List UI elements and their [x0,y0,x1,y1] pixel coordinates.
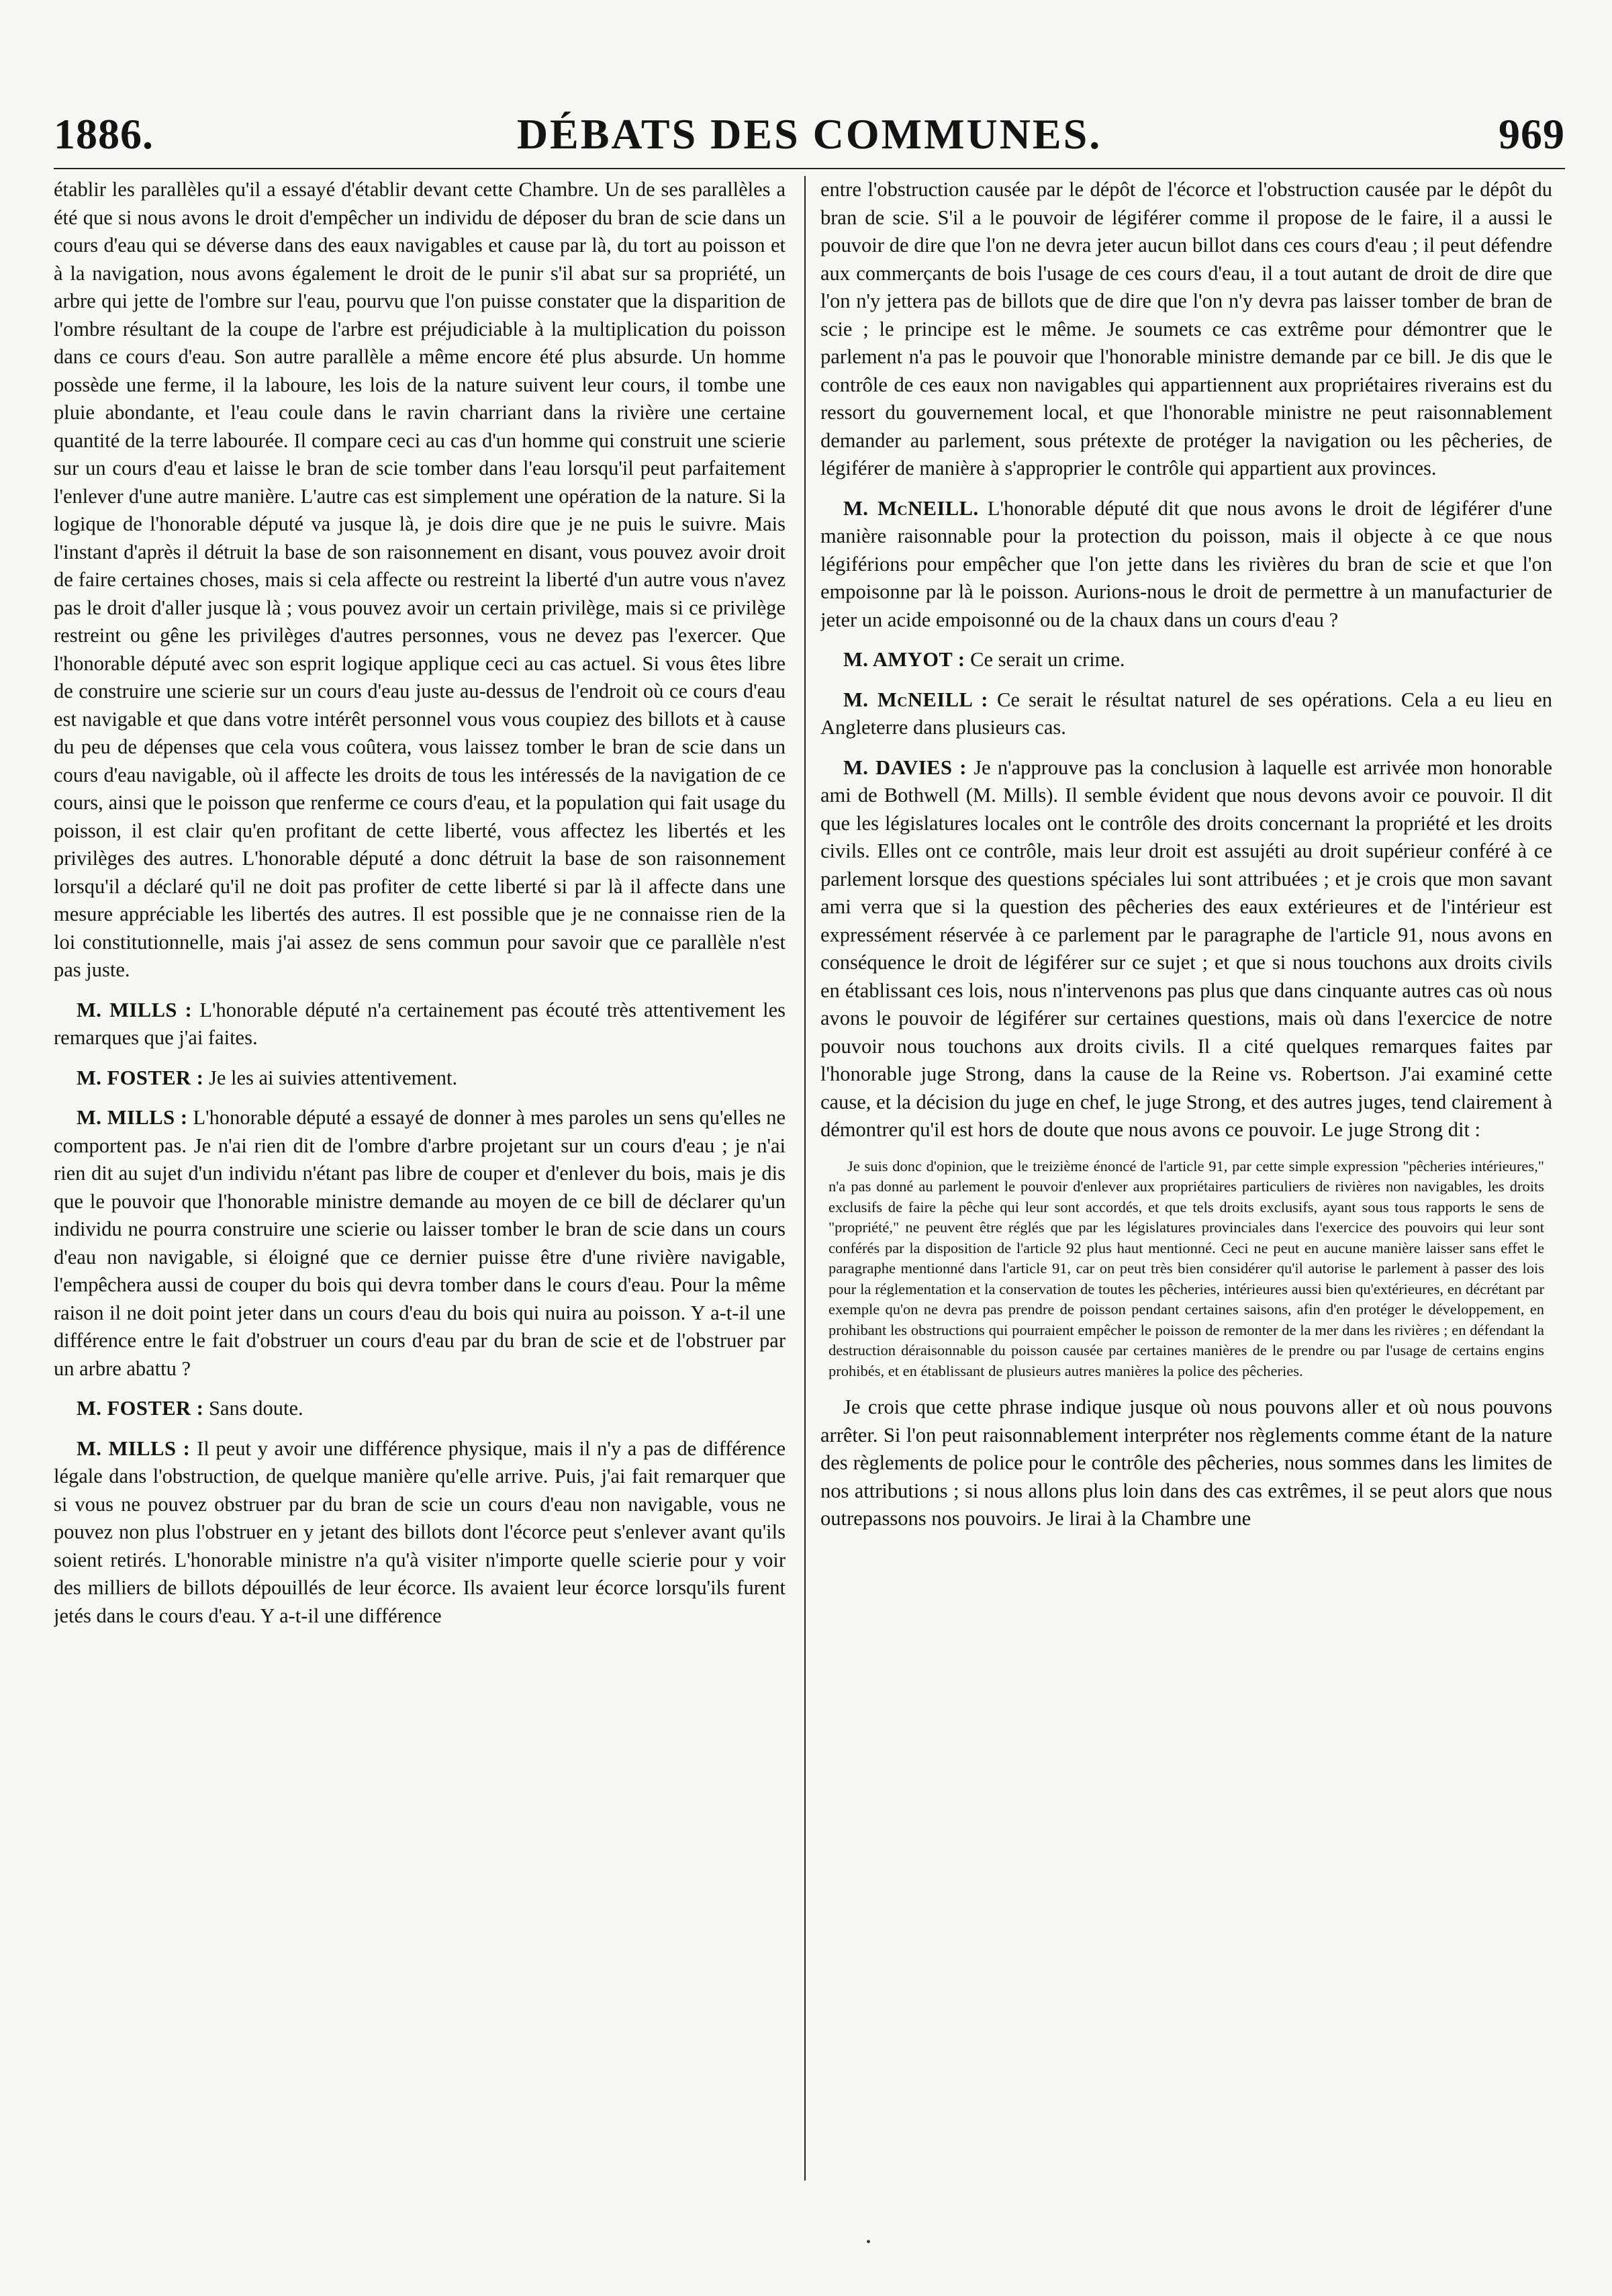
left-column [54,176,786,2231]
right-column [820,176,1552,2231]
speech-text: Il peut y avoir une différence physique, mais il n'y a pas de différence légale dans l'obstruction, de quelque manière qu'elle arrive. Puis, j'ai fait remarquer que si vous ne pouvez obstruer par du bran de scie un cours d'eau non navigable, vous ne pouvez non plus l'obstruer en y jetant des billots dont l'écorce peut s'enlever avant qu'ils soient retirés. L'honorable ministre n'a qu'à visiter n'importe quelle scierie pour y voir des milliers de billots dépouillés de leur écorce. Ils avaient leur écorce lorsqu'ils furent jetés dans le cours d'eau. Y a-t-il une différence [54,1436,786,1627]
speaker-name: M. McNEILL : [843,688,988,711]
footer-mark: • [866,2235,871,2250]
speech-paragraph [820,646,1552,674]
speech-paragraph [820,495,1552,635]
speaker-name: M. FOSTER : [77,1397,204,1420]
header-title: DÉBATS DES COMMUNES. [516,110,1102,158]
paragraph-continuation: entre l'obstruction causée par le dépôt de l'écorce et l'obstruction causée par le dépôt du bran de scie. S'il a le pouvoir de légiférer comme il propose de le faire, il a aussi le pouvoir de dire que l'on ne devra jeter aucun billot dans ces cours d'eau ; il peut défendre aux commerçants de bois l'usage de ces cours d'eau, il a tout autant de droit de dire que l'on n'y jettera pas de billots que de dire que l'on n'y devra pas laisser tomber de bran de scie ; le principe est le même. Je soumets ce cas extrême pour démontrer que le parlement n'a pas le pouvoir que l'honorable ministre demande par ce bill. Je dis que le contrôle de ces eaux non navigables qui appartiennent aux propriétaires riverains est du ressort du gouvernement local, et que l'honorable ministre ne peut raisonnablement demander au parlement, sous prétexte de protéger la navigation ou les pêcheries, de légiférer de manière à s'approprier le contrôle qui appartient aux provinces. [820,178,1552,479]
speaker-name: M. McNEILL. [843,496,979,520]
speaker-name: M. MILLS : [77,1106,188,1129]
speech-text: Ce serait le résultat naturel de ses opérations. Cela a eu lieu en Angleterre dans plusieurs cas. [820,688,1552,739]
speech-paragraph [820,754,1552,1144]
speech-paragraph: Je crois que cette phrase indique jusque où nous pouvons aller et où nous pouvons arrêter. Si l'on peut raisonnablement interpréter nos règlements comme étant de la nature des règlements de police pour le contrôle des pêcheries, nous sommes dans les limites de nos attributions ; si nous allons plus loin dans des cas extrêmes, il se peut alors que nous outrepassons nos pouvoirs. Je lirai à la Chambre une [820,1395,1552,1530]
speaker-name: M. MILLS : [77,998,193,1021]
running-header [54,107,1565,161]
speech-text: L'honorable député dit que nous avons le droit de légiférer d'une manière raisonnable pour la protection du poisson, mais il objecte à ce que nous légiférions pour empêcher que l'on jette dans les rivières du bran de scie et que l'on empoisonne par là le poisson. Aurions-nous le droit de permettre à un manufacturier de jeter un acide empoisonné ou de la chaux dans un cours d'eau ? [820,496,1552,631]
speech-paragraph [820,686,1552,742]
speech-paragraph [54,997,786,1052]
speech-text: Sans doute. [208,1397,303,1420]
speech-text: L'honorable député a essayé de donner à mes paroles un sens qu'elles ne comportent pas. Je n'ai rien dit de l'ombre d'arbre projetant sur un cours d'eau ; je n'ai rien dit au sujet d'un individu n'étant pas libre de couper et d'enlever du bois, mais je dis que le pouvoir que l'honorable ministre demande au moyen de ce bill de déclarer qu'un individu ne pourra construire une scierie ou laisser tomber le bran de scie dans un cours d'eau non navigable, si éloigné que ce dernier puisse être d'une rivière navigable, l'empêchera aussi de couper du bois qui devra tomber dans le cours d'eau. Pour la même raison il ne doit point jeter dans un cours d'eau du bois qui nuira au poisson. Y a-t-il une différence entre le fait d'obstruer un cours d'eau par du bran de scie et de l'obstruer par un arbre abattu ? [54,1106,786,1380]
speech-paragraph [54,1395,786,1423]
column-divider [804,176,806,2180]
speech-text: Ce serait un crime. [970,648,1125,671]
speech-text: Je n'approuve pas la conclusion à laquelle est arrivée mon honorable ami de Bothwell (M. Mills). Il semble évident que nous devons avoir ce pouvoir. Il dit que les législatures locales ont le contrôle des droits concernant la propriété et les droits civils. Elles ont ce contrôle, mais leur droit est assujéti au droit supérieur conféré à ce parlement lorsque des questions spéciales lui sont attribuées ; et je crois que mon savant ami verra que si la question des pêcheries des eaux extérieures et de l'intérieur est expressément réservée à ce parlement par le paragraphe de l'article 91, nous avons en conséquence le droit de légiférer sur ce sujet ; et que si nous touchons aux droits civils en établissant ces lois, nous n'intervenons pas plus que dans cinquante autres cas où nous avons le pouvoir de légiférer sur certaines questions, mais où dans l'exercice de notre pouvoir nous touchons aux droits civils. Il a cité quelques remarques faites par l'honorable juge Strong, dans la cause de la Reine vs. Robertson. J'ai examiné cette cause, et la décision du juge en chef, le juge Strong, et des autres juges, tend clairement à démontrer qu'il est hors de doute que nous avons ce pouvoir. Le juge Strong dit : [820,755,1552,1141]
speaker-name: M. MILLS : [77,1436,191,1460]
paragraph-continuation: établir les parallèles qu'il a essayé d'établir devant cette Chambre. Un de ses parallèles a été que si nous avons le droit d'empêcher un individu de déposer du bran de scie dans un cours d'eau qui se déverse dans des eaux navigables et cause par là, du tort au poisson et à la navigation, nous avons également le droit de le punir s'il abat sur sa propriété, un arbre qui jette de l'ombre sur l'eau, pourvu que l'on puisse constater que la disparition de l'ombre résultant de la coupe de l'arbre est préjudiciable à la multiplication du poisson dans ce cours d'eau. Son autre parallèle a même encore été plus absurde. Un homme possède une ferme, il la laboure, les lois de la nature suivent leur cours, il tombe une pluie abondante, et l'eau coule dans le ravin charriant dans la rivière une certaine quantité de la terre labourée. Il compare ceci au cas d'un homme qui construit une scierie sur un cours d'eau et laisse le bran de scie tomber dans l'eau lorsqu'il peut parfaitement l'enlever d'une autre manière. L'autre cas est simplement une opération de la nature. Si la logique de l'honorable député va jusque là, je dois dire que je ne puis le suivre. Mais l'instant d'après il détruit la base de son raisonnement en disant, vous pouvez avoir droit de faire certaines choses, mais si cela affecte ou restreint la liberté d'un autre vous n'avez pas le droit d'aller jusque là ; vous pouvez avoir un certain privilège, mais si ce privilège restreint ou gêne les privilèges d'autres personnes, vous ne devez pas l'exercer. Que l'honorable député avec son esprit logique applique ceci au cas actuel. Si vous êtes libre de construire une scierie sur un cours d'eau juste au-dessus de l'endroit où ce cours d'eau est navigable et que dans votre intérêt personnel vous vous coupiez des billots et à cause du peu de dépenses que cela vous coûtera, vous laissez tomber le bran de scie dans un cours d'eau navigable, où il affecte les droits de tous les intéressés de la navigation de ce cours, ainsi que le poisson que renferme ce cours d'eau, et la population qui fait usage du poisson, il est clair qu'en profitant de cette liberté, vous affectez les libertés et les privilèges des autres. L'honorable député a donc détruit la base de son raisonnement lorsqu'il a déclaré qu'il ne doit pas profiter de cette liberté si par là il affecte dans une mesure appréciable les libertés des autres. Il est possible que je ne connaisse rien de la loi constitutionnelle, mais j'ai assez de sens commun pour savoir que ce parallèle n'est pas juste. [54,178,786,981]
speech-paragraph [54,1435,786,1631]
speech-paragraph [54,1064,786,1093]
speech-paragraph [54,1104,786,1383]
block-quote: Je suis donc d'opinion, que le treizième énoncé de l'article 91, par cette simple expression "pêcheries intérieures," n'a pas donné au parlement le pouvoir d'enlever aux propriétaires particuliers de rivières non navigables, les droits exclusifs de faire la pêche qui leur sont accordés, et que tels droits exclusifs, ayant sous tous rapports le sens de "propriété," ne peuvent être réglés que par les législatures provinciales dans l'exercice des pouvoirs qui leur sont conférés par la disposition de l'article 92 plus haut mentionné. Ceci ne peut en aucune manière laisser sans effet le paragraphe mentionné dans l'article 91, car on peut très bien considérer qu'il autorise le parlement à passer des lois pour la réglementation et la conservation de toutes les pêcheries, intérieures aussi bien qu'extérieures, en décrétant par exemple qu'on ne devra pas prendre de poisson pendant certaines saisons, afin d'en protéger le développement, en prohibant les obstructions qui pourraient empêcher le poisson de remonter de la mer dans les rivières ; en défendant la destruction déraisonnable du poisson causée par certaines manières de le prendre ou par l'usage de certains engins prohibés, et en établissant de plusieurs autres manières la police des pêcheries. [828,1157,1544,1379]
speaker-name: M. AMYOT : [843,648,965,671]
speech-text: Je les ai suivies attentivement. [208,1066,458,1089]
speaker-name: M. DAVIES : [843,755,967,779]
header-page-number: 969 [1499,110,1565,158]
speaker-name: M. FOSTER : [77,1066,204,1089]
header-year: 1886. [54,110,154,158]
header-rule [54,168,1565,169]
speech-text: L'honorable député n'a certainement pas écouté très attentivement les remarques que j'ai faites. [54,998,786,1049]
